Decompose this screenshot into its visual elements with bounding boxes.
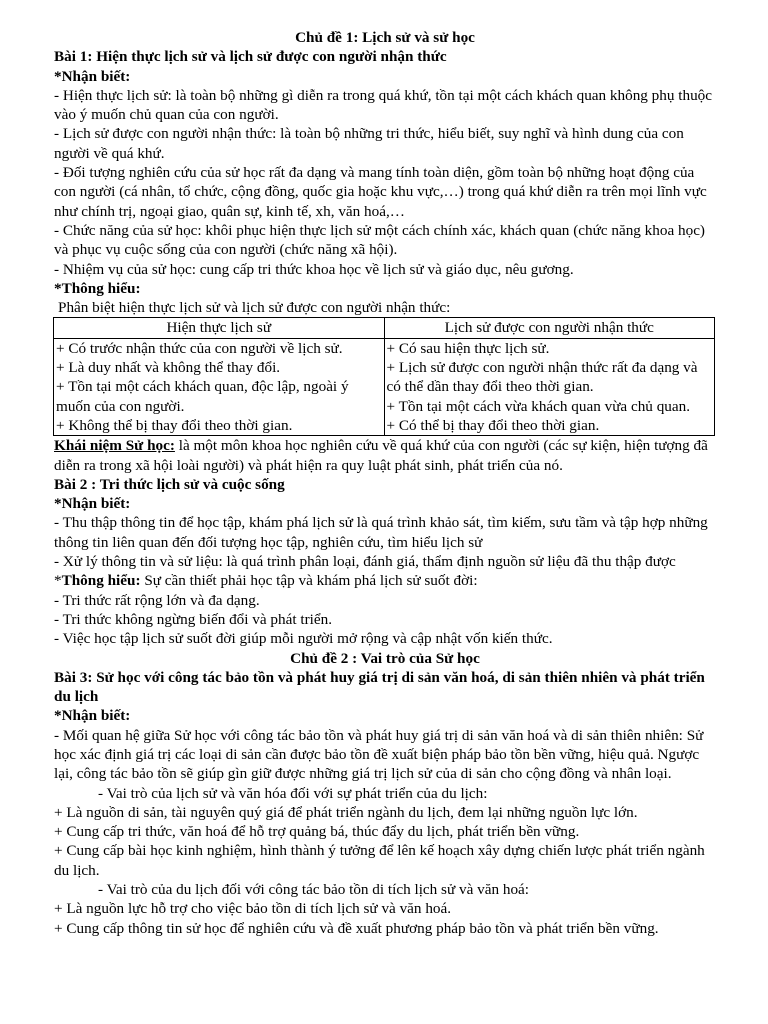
lesson3-recognize-heading: *Nhận biết: bbox=[54, 707, 131, 725]
table-header-perceived: Lịch sử được con người nhận thức bbox=[384, 318, 715, 338]
table-item: + Có sau hiện thực lịch sử. bbox=[386, 339, 550, 357]
table-item: + Tồn tại một cách khách quan, độc lập, ngoài ý muốn của con người. bbox=[56, 378, 349, 415]
role2-line: + Là nguồn lực hỗ trợ cho việc bảo tồn di tích lịch sử và văn hoá. bbox=[54, 900, 452, 918]
concept-label: Khái niệm Sử học: bbox=[54, 437, 175, 455]
lesson2-title: Bài 2 : Tri thức lịch sử và cuộc sống bbox=[54, 475, 285, 493]
role1-line: + Cung cấp tri thức, văn hoá để hỗ trợ quảng bá, thúc đẩy du lịch, phát triển bền vững. bbox=[54, 823, 580, 841]
lesson1-line: - Lịch sử được con người nhận thức: là toàn bộ những tri thức, hiểu biết, suy nghĩ và hình dung của con người về quá khứ. bbox=[54, 125, 684, 162]
table-item: + Có thể bị thay đổi theo thời gian. bbox=[386, 416, 600, 434]
lesson2-understand-line: - Việc học tập lịch sử suốt đời giúp mỗi người mở rộng và cập nhật vốn kiến thức. bbox=[54, 630, 553, 648]
lesson2-line: - Xử lý thông tin và sử liệu: là quá trình phân loại, đánh giá, thẩm định nguồn sử liệu đã thu thập được bbox=[54, 553, 676, 571]
lesson3-title: Bài 3: Sử học với công tác bảo tồn và phát huy giá trị di sản văn hoá, di sản thiên nhiên và phát triển du lịch bbox=[54, 668, 705, 706]
table-item: + Không thể bị thay đổi theo thời gian. bbox=[56, 416, 293, 434]
lesson2-understand-line: - Tri thức không ngừng biến đổi và phát triển. bbox=[54, 610, 333, 628]
lesson1-understand-heading: *Thông hiểu: bbox=[54, 279, 141, 297]
table-intro: Phân biệt hiện thực lịch sử và lịch sử được con người nhận thức: bbox=[58, 299, 451, 317]
lesson1-title: Bài 1: Hiện thực lịch sử và lịch sử được con người nhận thức bbox=[54, 48, 447, 66]
topic1-title: Chủ đề 1: Lịch sử và sử học bbox=[295, 29, 475, 46]
role2-line: + Cung cấp thông tin sử học để nghiên cứu và đề xuất phương pháp bảo tồn và phát triển bền vững. bbox=[54, 919, 659, 937]
lesson2-line: - Thu thập thông tin để học tập, khám phá lịch sử là quá trình khảo sát, tìm kiếm, sưu tầm và tập hợp những thông tin liên quan đến đối tượng học tập, nghiên cứu, tìm hiểu lịch sử bbox=[54, 514, 708, 551]
lesson2-understand-line: - Tri thức rất rộng lớn và đa dạng. bbox=[54, 591, 260, 609]
table-item: + Có trước nhận thức của con người về lịch sử. bbox=[56, 339, 343, 357]
role1-line: + Là nguồn di sản, tài nguyên quý giá để phát triển ngành du lịch, đem lại những nguồn lực lớn. bbox=[54, 803, 638, 821]
concept-paragraph bbox=[54, 436, 716, 475]
role1-heading: - Vai trò của lịch sử và văn hóa đối với sự phát triển của du lịch: bbox=[98, 784, 488, 802]
table-item: + Tồn tại một cách vừa khách quan vừa chủ quan. bbox=[386, 397, 691, 415]
lesson2-recognize-heading: *Nhận biết: bbox=[54, 495, 131, 513]
lesson1-line: - Đối tượng nghiên cứu của sử học rất đa dạng và mang tính toàn diện, gồm toàn bộ những hoạt động của con người (cá nhân, tổ chức, cộng đồng, quốc gia hoặc khu vực,…) trong quá khứ diễn ra trên mọi lĩnh vực như chính trị, ngoại giao, quân sự, kinh tế, xh, văn hoá,… bbox=[54, 164, 707, 220]
lesson2-understand-text: Sự cần thiết phải học tập và khám phá lịch sử suốt đời: bbox=[140, 572, 478, 590]
table-item: + Là duy nhất và không thể thay đổi. bbox=[56, 359, 281, 377]
role1-line: + Cung cấp bài học kinh nghiệm, hình thành ý tưởng để lên kế hoạch xây dựng chiến lược phát triển ngành du lịch. bbox=[54, 842, 705, 879]
topic2-title: Chủ đề 2 : Vai trò của Sử học bbox=[290, 649, 480, 667]
lesson1-line: - Hiện thực lịch sử: là toàn bộ những gì diễn ra trong quá khứ, tồn tại một cách khách quan không phụ thuộc vào ý muốn chủ quan của con người. bbox=[54, 86, 713, 124]
table-cell-perceived bbox=[384, 338, 715, 435]
lesson1-line: - Chức năng của sử học: khôi phục hiện thực lịch sử một cách chính xác, khách quan (chức năng khoa học) và phục vụ cuộc sống của con người (chức năng xã hội). bbox=[54, 221, 705, 259]
concept-text: là một môn khoa học nghiên cứu về quá khứ của con người (các sự kiện, hiện tượng đã diễn ra trong xã hội loài người) và phát hiện ra quy luật phát sinh, phát triển của nó. bbox=[54, 437, 708, 474]
lesson1-line: - Nhiệm vụ của sử học: cung cấp tri thức khoa học về lịch sử và giáo dục, nêu gương. bbox=[54, 260, 574, 278]
table-header-reality: Hiện thực lịch sử bbox=[54, 318, 385, 338]
lesson2-understand-paragraph bbox=[54, 571, 716, 590]
table-item: + Lịch sử được con người nhận thức rất đa dạng và có thể dần thay đổi theo thời gian. bbox=[386, 359, 698, 396]
table-cell-reality bbox=[54, 338, 385, 435]
role2-heading: - Vai trò của du lịch đối với công tác bảo tồn di tích lịch sử và văn hoá: bbox=[98, 881, 530, 899]
lesson3-paragraph: - Mối quan hệ giữa Sử học với công tác bảo tồn và phát huy giá trị di sản văn hoá và di sản thiên nhiên: Sử học xác định giá trị các loại di sản cần được bảo tồn đề xuất biện pháp bảo tồn bền vững, hiệu quả. Ngược lại, công tác bảo tồn sẽ giúp gìn giữ được những giá trị lịch sử của di sản cho cộng đồng và nhân loại. bbox=[54, 726, 704, 783]
understand-star: * bbox=[54, 572, 62, 590]
lesson1-recognize-heading: *Nhận biết: bbox=[54, 67, 131, 85]
lesson2-understand-heading: Thông hiểu: bbox=[61, 572, 141, 590]
comparison-table bbox=[53, 317, 715, 436]
